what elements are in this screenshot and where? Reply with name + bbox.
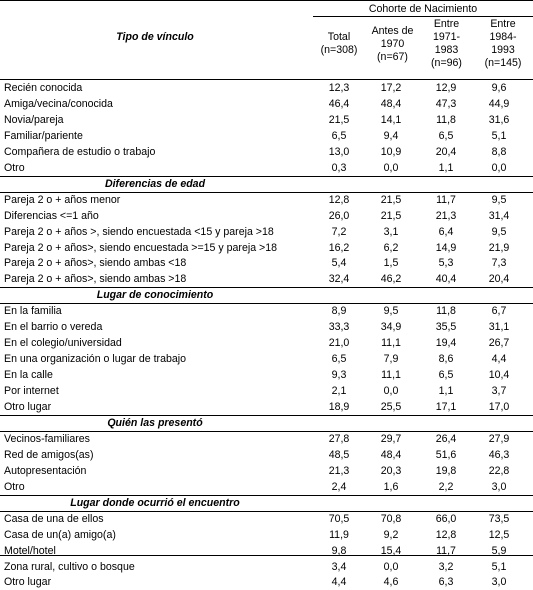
- table-cell: 21,5: [380, 209, 402, 222]
- table-cell: 17,1: [435, 401, 457, 413]
- table-cell: 0,0: [383, 560, 399, 573]
- table-cell: 12,3: [328, 82, 350, 94]
- table-cell: 2,1: [331, 385, 347, 398]
- table-row: [0, 351, 533, 367]
- table-cell: 0,0: [383, 161, 399, 174]
- section-title: Lugar de conocimiento: [96, 289, 214, 302]
- row-label: Otro lugar: [4, 401, 52, 413]
- row-label: Otro: [4, 480, 25, 493]
- table-cell: 0,0: [491, 161, 507, 174]
- table-cell: 47,3: [435, 97, 457, 110]
- row-label: En la familia: [4, 305, 62, 318]
- table-cell: 11,8: [436, 305, 456, 318]
- table-cell: 25,5: [380, 401, 402, 413]
- table-row: [0, 479, 533, 495]
- top-rule: [0, 0, 533, 1]
- table-cell: 3,2: [438, 560, 454, 573]
- table-cell: 27,9: [488, 432, 510, 445]
- table-cell: 6,5: [331, 353, 347, 366]
- table-cell: 5,4: [331, 257, 347, 270]
- table-cell: 31,4: [488, 209, 510, 222]
- column-header-1984-1993: Entre 1984- 1993 (n=145): [484, 18, 522, 69]
- table-cell: 4,4: [331, 576, 347, 589]
- row-label: Diferencias <=1 año: [4, 209, 99, 222]
- table-cell: 12,9: [435, 82, 457, 94]
- table-cell: 32,4: [328, 273, 350, 286]
- table-cell: 10,9: [380, 145, 402, 158]
- table-cell: 11,7: [436, 193, 456, 206]
- table-row: [0, 431, 533, 447]
- cohort-group-header: Cohorte de Nacimiento: [368, 3, 478, 15]
- table-cell: 17,0: [488, 401, 510, 413]
- table-cell: 6,7: [491, 305, 507, 318]
- table-cell: 19,4: [435, 337, 457, 350]
- section-title-row: [0, 176, 533, 192]
- table-cell: 11,1: [381, 369, 401, 382]
- section-title-row: [0, 287, 533, 303]
- table-cell: 15,4: [380, 544, 402, 557]
- row-label: Otro lugar: [4, 576, 52, 589]
- table-row: [0, 319, 533, 335]
- table-cell: 26,0: [328, 209, 350, 222]
- table-cell: 0,0: [383, 385, 399, 398]
- table-cell: 3,4: [331, 560, 347, 573]
- row-label: Zona rural, cultivo o bosque: [4, 560, 135, 573]
- column-header-before-1970: Antes de 1970 (n=67): [371, 25, 414, 63]
- table-cell: 14,1: [380, 113, 402, 126]
- table-cell: 12,5: [488, 528, 510, 541]
- table-cell: 40,4: [435, 273, 457, 286]
- table-row: [0, 399, 533, 415]
- row-label: Recién conocida: [4, 82, 83, 94]
- table-cell: 70,8: [380, 512, 402, 525]
- table-cell: 5,3: [438, 257, 454, 270]
- table-row: [0, 128, 533, 144]
- column-header-total: Total (n=308): [320, 31, 358, 56]
- table-cell: 46,2: [380, 273, 402, 286]
- table-cell: 20,4: [488, 273, 510, 286]
- table-cell: 29,7: [380, 432, 402, 445]
- table-cell: 73,5: [488, 512, 510, 525]
- row-label: Otro: [4, 161, 25, 174]
- row-label: Vecinos-familiares: [4, 432, 90, 445]
- table-row: [0, 559, 533, 575]
- row-label: Compañera de estudio o trabajo: [4, 145, 156, 158]
- row-label: Pareja 2 o + años>, siendo encuestada >=15 y pareja >18: [4, 241, 277, 254]
- table-cell: 21,3: [435, 209, 457, 222]
- row-label: Pareja 2 o + años>, siendo ambas >18: [4, 273, 187, 286]
- table-row: [0, 192, 533, 208]
- table-cell: 8,6: [438, 353, 454, 366]
- group-header-rule: [313, 16, 533, 17]
- table-row: [0, 335, 533, 351]
- table-cell: 19,8: [435, 464, 457, 477]
- table-row: [0, 224, 533, 240]
- table-row: [0, 463, 533, 479]
- table-cell: 6,5: [331, 129, 347, 142]
- table-cell: 6,4: [438, 225, 454, 238]
- table-cell: 11,9: [329, 528, 349, 541]
- table-row: [0, 527, 533, 543]
- table-cell: 1,6: [383, 480, 399, 493]
- table-cell: 27,8: [328, 432, 350, 445]
- row-label: Novia/pareja: [4, 113, 64, 126]
- table-cell: 5,1: [491, 129, 507, 142]
- row-label: Familiar/pariente: [4, 129, 83, 142]
- table-cell: 0,3: [331, 161, 347, 174]
- table-cell: 6,3: [438, 576, 454, 589]
- table-cell: 9,6: [491, 82, 507, 94]
- table-cell: 3,7: [491, 385, 507, 398]
- table-row: [0, 240, 533, 256]
- section-title: Lugar donde ocurrió el encuentro: [70, 496, 240, 509]
- table-row: [0, 80, 533, 96]
- table-cell: 14,9: [435, 241, 457, 254]
- table-cell: 3,0: [491, 480, 507, 493]
- table-cell: 26,4: [435, 432, 457, 445]
- table-cell: 3,1: [383, 225, 399, 238]
- table-cell: 26,7: [488, 337, 510, 350]
- table-cell: 46,4: [328, 97, 350, 110]
- table-cell: 13,0: [328, 145, 350, 158]
- table-cell: 11,8: [436, 113, 456, 126]
- table-cell: 6,5: [438, 129, 454, 142]
- table-cell: 7,3: [491, 257, 507, 270]
- table-cell: 7,9: [383, 353, 399, 366]
- table-row: [0, 383, 533, 399]
- table-cell: 22,8: [488, 464, 510, 477]
- row-label: Pareja 2 o + años>, siendo ambas <18: [4, 257, 187, 270]
- table-cell: 8,8: [491, 145, 507, 158]
- table-cell: 12,8: [328, 193, 350, 206]
- table-cell: 16,2: [328, 241, 350, 254]
- table-cell: 44,9: [488, 97, 510, 110]
- table-cell: 8,9: [331, 305, 347, 318]
- table-cell: 9,5: [383, 305, 399, 318]
- table-cell: 21,5: [380, 193, 402, 206]
- row-label: En el colegio/universidad: [4, 337, 122, 350]
- table-cell: 20,3: [380, 464, 402, 477]
- table-cell: 31,6: [488, 113, 510, 126]
- table-cell: 4,6: [383, 576, 399, 589]
- table-cell: 9,8: [331, 544, 347, 557]
- table-cell: 18,9: [328, 401, 350, 413]
- table-cell: 48,5: [328, 448, 350, 461]
- table-cell: 9,5: [491, 225, 507, 238]
- row-label-title: Tipo de vínculo: [116, 31, 194, 43]
- table-cell: 33,3: [328, 321, 350, 334]
- table-cell: 35,5: [435, 321, 457, 334]
- row-label: Motel/hotel: [4, 544, 56, 557]
- table-cell: 51,6: [435, 448, 457, 461]
- table-cell: 48,4: [380, 448, 402, 461]
- row-label: Amiga/vecina/conocida: [4, 97, 113, 110]
- table-cell: 1,1: [438, 385, 454, 398]
- table-cell: 11,1: [381, 337, 401, 350]
- section-title: Quién las presentó: [107, 416, 203, 429]
- table-cell: 11,7: [436, 544, 456, 557]
- table-cell: 6,2: [383, 241, 399, 254]
- table-cell: 2,2: [438, 480, 454, 493]
- table-cell: 48,4: [380, 97, 402, 110]
- table-cell: 9,3: [331, 369, 347, 382]
- table-cell: 21,3: [328, 464, 350, 477]
- table-cell: 1,5: [383, 257, 399, 270]
- row-label: En una organización o lugar de trabajo: [4, 353, 186, 366]
- row-label: En el barrio o vereda: [4, 321, 103, 334]
- table-row: [0, 303, 533, 319]
- table-cell: 9,2: [383, 528, 399, 541]
- table-row: [0, 144, 533, 160]
- row-label: Por internet: [4, 385, 59, 398]
- table-cell: 9,5: [491, 193, 507, 206]
- table-cell: 7,2: [331, 225, 347, 238]
- table-row: [0, 271, 533, 287]
- section-title-row: [0, 495, 533, 511]
- table-cell: 3,0: [491, 576, 507, 589]
- table-cell: 12,8: [435, 528, 457, 541]
- table-row: [0, 96, 533, 112]
- table-cell: 46,3: [488, 448, 510, 461]
- table-cell: 9,4: [383, 129, 399, 142]
- row-label: Red de amigos(as): [4, 448, 94, 461]
- row-label: En la calle: [4, 369, 53, 382]
- table-row: [0, 255, 533, 271]
- table-cell: 6,5: [438, 369, 454, 382]
- column-header-1971-1983: Entre 1971- 1983 (n=96): [431, 18, 462, 69]
- table-cell: 5,1: [491, 560, 507, 573]
- table-row: [0, 367, 533, 383]
- table-cell: 70,5: [328, 512, 350, 525]
- row-label: Autopresentación: [4, 464, 87, 477]
- table-cell: 21,9: [488, 241, 510, 254]
- table-cell: 21,5: [328, 113, 350, 126]
- table-row: [0, 543, 533, 559]
- table-cell: 2,4: [331, 480, 347, 493]
- table-row: [0, 574, 533, 590]
- table-cell: 20,4: [435, 145, 457, 158]
- table-row: [0, 447, 533, 463]
- table-cell: 4,4: [491, 353, 507, 366]
- section-title: Diferencias de edad: [104, 177, 206, 190]
- row-label: Casa de una de ellos: [4, 512, 104, 525]
- row-label: Pareja 2 o + años >, siendo encuestada <15 y pareja >18: [4, 225, 274, 238]
- table-row: [0, 160, 533, 176]
- row-label: Casa de un(a) amigo(a): [4, 528, 116, 541]
- table-cell: 31,1: [488, 321, 510, 334]
- section-title-row: [0, 415, 533, 431]
- table-cell: 5,9: [491, 544, 507, 557]
- table-cell: 10,4: [488, 369, 510, 382]
- table-cell: 34,9: [380, 321, 402, 334]
- row-label: Pareja 2 o + años menor: [4, 193, 121, 206]
- table-row: [0, 511, 533, 527]
- table-row: [0, 208, 533, 224]
- table-cell: 66,0: [435, 512, 457, 525]
- table-cell: 21,0: [328, 337, 350, 350]
- table-row: [0, 112, 533, 128]
- table-cell: 1,1: [438, 161, 454, 174]
- table-cell: 17,2: [380, 82, 402, 94]
